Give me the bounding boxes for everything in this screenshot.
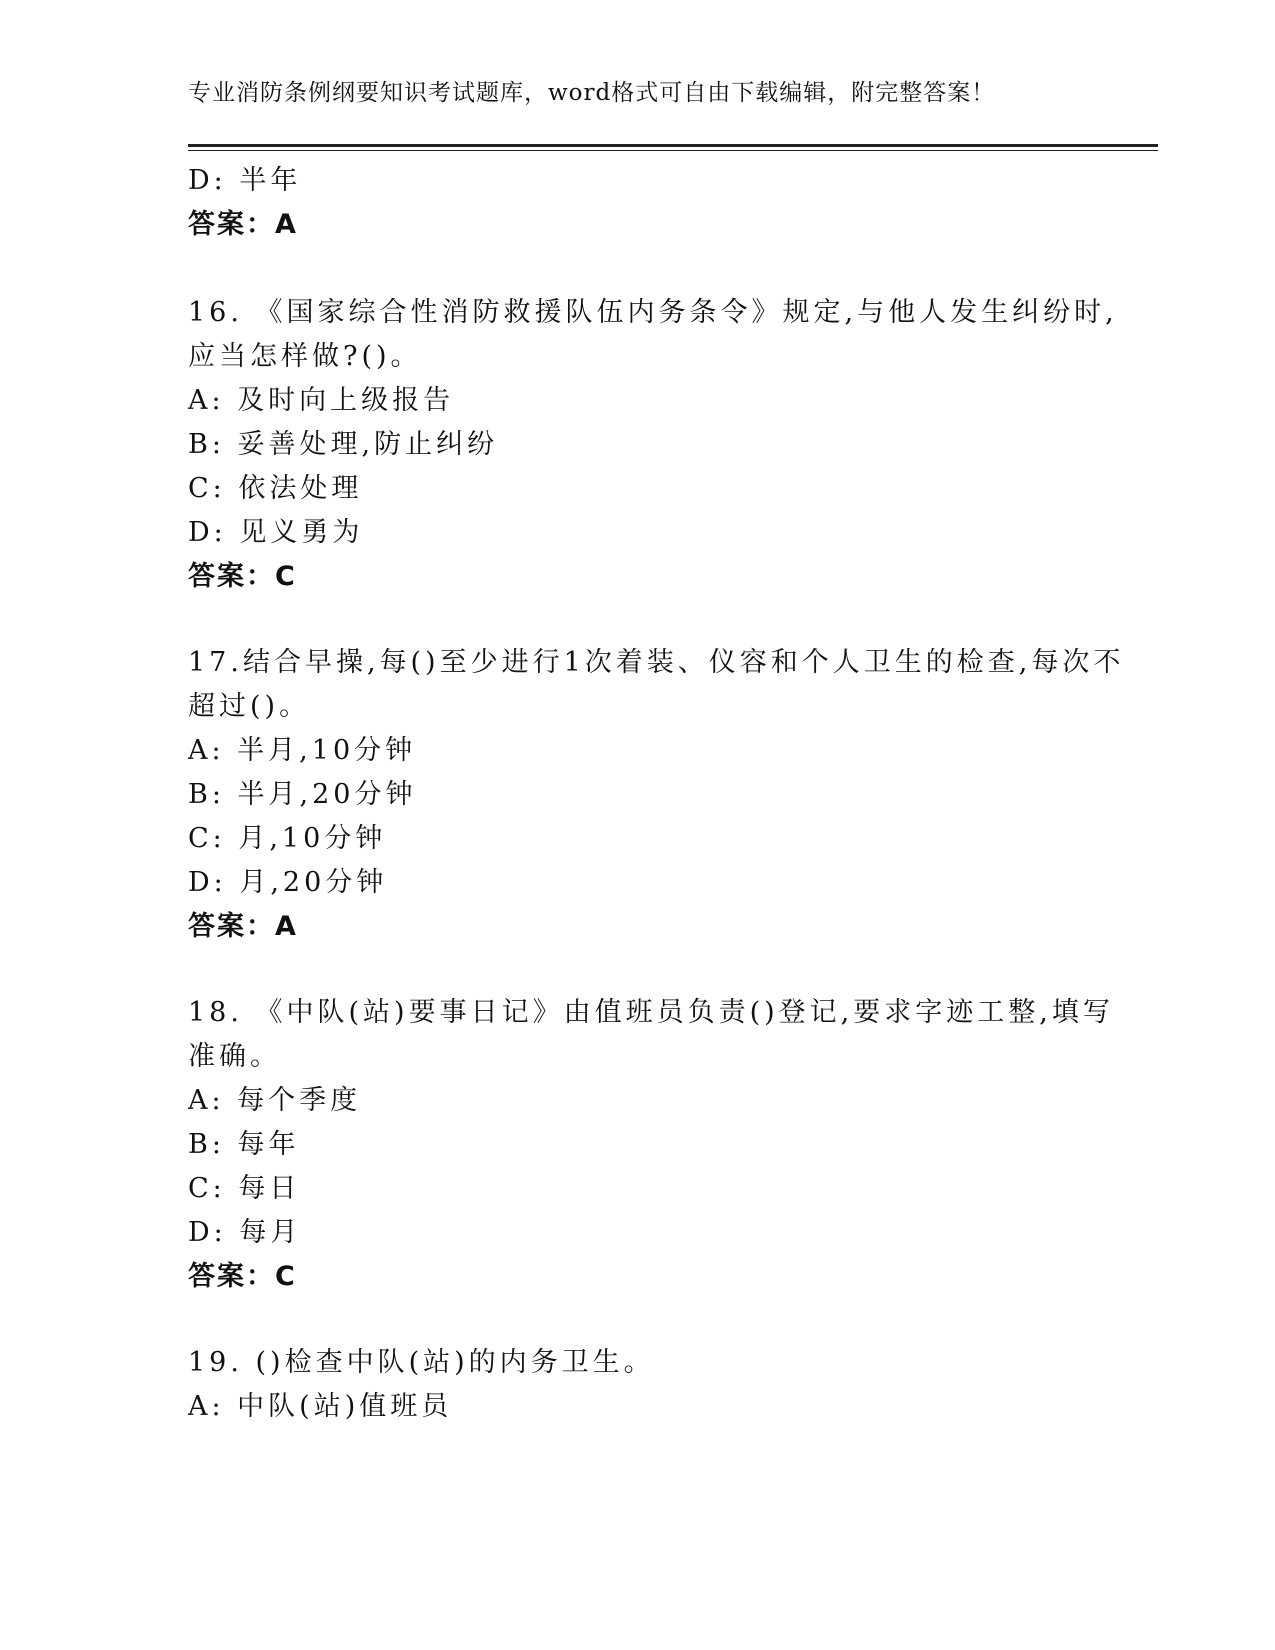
q17-option-b: B: 半月,20分钟 <box>188 779 417 810</box>
q17-stem-line2: 超过()。 <box>188 691 311 722</box>
q17-option-c: C: 月,10分钟 <box>188 823 387 854</box>
q16-option-a: A: 及时向上级报告 <box>188 385 455 416</box>
q19-option-a: A: 中队(站)值班员 <box>188 1391 453 1422</box>
q18-answer: 答案：C <box>188 1261 297 1292</box>
q16-option-c: C: 依法处理 <box>188 473 363 504</box>
q16-stem-line2: 应当怎样做?()。 <box>188 341 422 372</box>
q17-option-d: D: 月,20分钟 <box>188 867 388 898</box>
q16-stem-line1: 16. 《国家综合性消防救援队伍内务条令》规定,与他人发生纠纷时, <box>188 297 1118 328</box>
q17-stem-line1: 17.结合早操,每()至少进行1次着装、仪容和个人卫生的检查,每次不 <box>188 647 1125 678</box>
q16-option-b: B: 妥善处理,防止纠纷 <box>188 429 499 460</box>
prev-option-d: D: 半年 <box>188 165 302 196</box>
q18-option-d: D: 每月 <box>188 1217 302 1248</box>
header-rule-thick <box>188 144 1158 147</box>
page-header: 专业消防条例纲要知识考试题库，word格式可自由下载编辑，附完整答案！ <box>188 80 996 106</box>
prev-answer: 答案：A <box>188 209 298 240</box>
q18-stem-line2: 准确。 <box>188 1041 281 1072</box>
header-rule-thin <box>188 150 1158 151</box>
q18-option-a: A: 每个季度 <box>188 1085 362 1116</box>
q18-option-c: C: 每日 <box>188 1173 301 1204</box>
q18-option-b: B: 每年 <box>188 1129 300 1160</box>
q17-option-a: A: 半月,10分钟 <box>188 735 417 766</box>
q16-answer: 答案：C <box>188 561 297 592</box>
q16-option-d: D: 见义勇为 <box>188 517 364 548</box>
q19-stem-line1: 19. ()检查中队(站)的内务卫生。 <box>188 1347 655 1378</box>
q17-answer: 答案：A <box>188 911 298 942</box>
q18-stem-line1: 18. 《中队(站)要事日记》由值班员负责()登记,要求字迹工整,填写 <box>188 997 1114 1028</box>
